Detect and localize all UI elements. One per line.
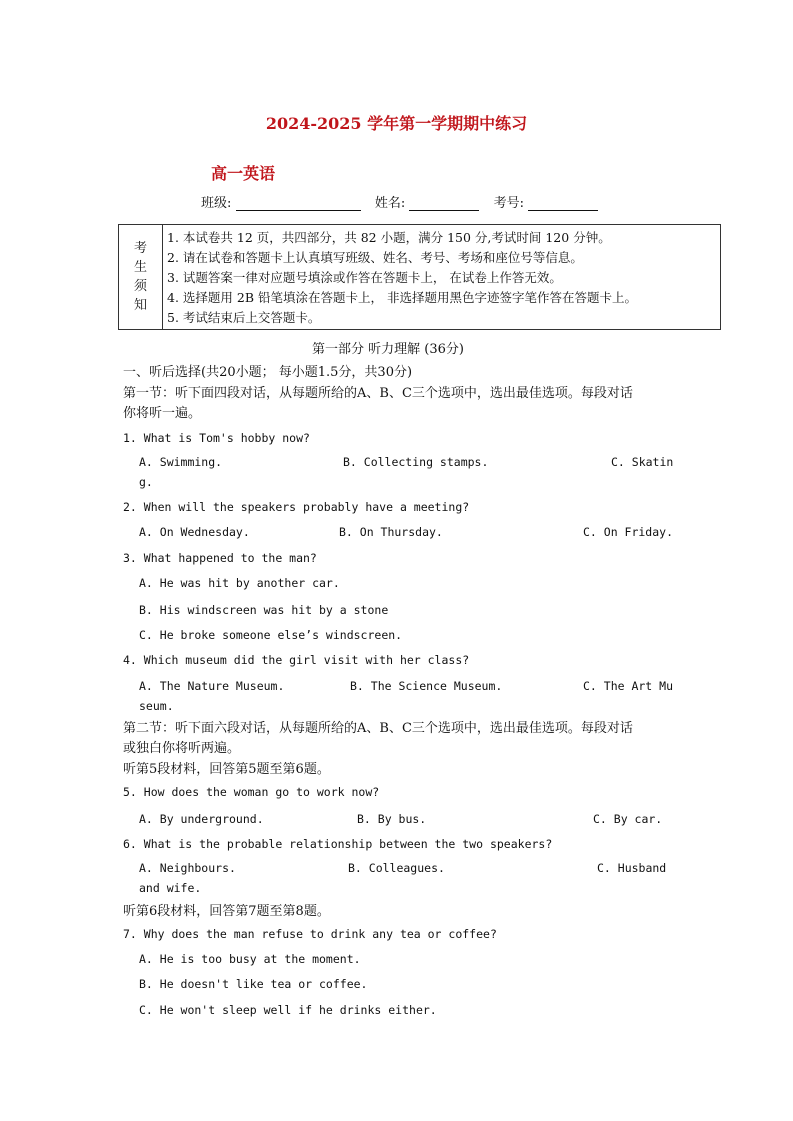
option-c[interactable]: C. Husband (597, 861, 667, 875)
notice-rule: 2. 请在试卷和答题卡上认真填写班级、姓名、考号、考场和座位号等信息。 (167, 250, 583, 265)
option-c[interactable]: C. He broke someone else’s windscreen. (139, 628, 403, 642)
class-field[interactable] (236, 197, 361, 211)
class-label: 班级: (201, 196, 232, 211)
option-c-wrap: seum. (139, 699, 174, 713)
student-info-line (201, 192, 598, 211)
option-c[interactable]: C. The Art Mu (583, 679, 674, 693)
notice-rule: 5. 考试结束后上交答题卡。 (167, 310, 321, 325)
question-stem: 2. When will the speakers probably have a meeting? (123, 500, 470, 514)
question-stem: 5. How does the woman go to work now? (123, 785, 380, 799)
section-heading: 一、听后选择(共20小题； 每小题1.5分，共30分) (123, 365, 413, 380)
question-stem: 6. What is the probable relationship between the two speakers? (123, 837, 553, 851)
question-stem: 4. Which museum did the girl visit with her class? (123, 653, 470, 667)
option-b[interactable]: B. He doesn't like tea or coffee. (139, 977, 368, 991)
option-a[interactable]: A. On Wednesday. (139, 525, 250, 539)
notice-rule: 3. 试题答案一律对应题号填涂或作答在答题卡上， 在试卷上作答无效。 (167, 270, 562, 285)
id-field[interactable] (528, 197, 598, 211)
option-a[interactable]: A. By underground. (139, 812, 264, 826)
notice-rule: 4. 选择题用 2B 铅笔填涂在答题卡上， 非选择题用黑色字迹签字笔作答在答题卡上。 (167, 290, 637, 305)
option-a[interactable]: A. Neighbours. (139, 861, 236, 875)
notice-rule: 1. 本试卷共 12 页，共四部分，共 82 小题，满分 150 分,考试时间 120 分钟。 (167, 230, 611, 245)
question-stem: 1. What is Tom's hobby now? (123, 431, 310, 445)
part1-title: 第一部分 听力理解 (36分) (312, 342, 464, 357)
option-c-wrap: g. (139, 475, 153, 489)
exam-notice-box (118, 224, 721, 330)
question-stem: 3. What happened to the man? (123, 551, 317, 565)
page-title: 2024-2025 学年第一学期期中练习 (265, 114, 528, 133)
material-5-note: 听第5段材料，回答第5题至第6题。 (123, 762, 330, 777)
option-b[interactable]: B. Colleagues. (348, 861, 445, 875)
option-b[interactable]: B. His windscreen was hit by a stone (139, 603, 389, 617)
question-stem: 7. Why does the man refuse to drink any tea or coffee? (123, 927, 497, 941)
option-c[interactable]: C. He won't sleep well if he drinks either. (139, 1003, 437, 1017)
id-label: 考号: (493, 196, 525, 211)
section2-instructions-cont: 或独白你将听两遍。 (123, 741, 241, 756)
notice-label: 考 生 须 知 (119, 225, 163, 329)
section1-instructions-cont: 你将听一遍。 (123, 406, 202, 421)
section1-instructions: 第一节：听下面四段对话，从每题所给的A、B、C三个选项中，选出最佳选项。每段对话 (123, 386, 633, 401)
name-field[interactable] (409, 197, 479, 211)
option-b[interactable]: B. By bus. (357, 812, 427, 826)
option-a[interactable]: A. He was hit by another car. (139, 576, 340, 590)
option-c[interactable]: C. On Friday. (583, 525, 674, 539)
option-c[interactable]: C. By car. (593, 812, 663, 826)
option-a[interactable]: A. The Nature Museum. (139, 679, 285, 693)
name-label: 姓名: (374, 196, 406, 211)
option-b[interactable]: B. On Thursday. (339, 525, 443, 539)
option-a[interactable]: A. Swimming. (139, 455, 223, 469)
option-b[interactable]: B. The Science Museum. (350, 679, 503, 693)
option-b[interactable]: B. Collecting stamps. (343, 455, 489, 469)
material-6-note: 听第6段材料，回答第7题至第8题。 (123, 904, 330, 919)
option-c[interactable]: C. Skatin (611, 455, 674, 469)
option-a[interactable]: A. He is too busy at the moment. (139, 952, 361, 966)
notice-rules (167, 228, 637, 328)
option-c-wrap: and wife. (139, 881, 202, 895)
subject-title: 高一英语 (211, 164, 276, 183)
section2-instructions: 第二节：听下面六段对话，从每题所给的A、B、C三个选项中，选出最佳选项。每段对话 (123, 721, 633, 736)
